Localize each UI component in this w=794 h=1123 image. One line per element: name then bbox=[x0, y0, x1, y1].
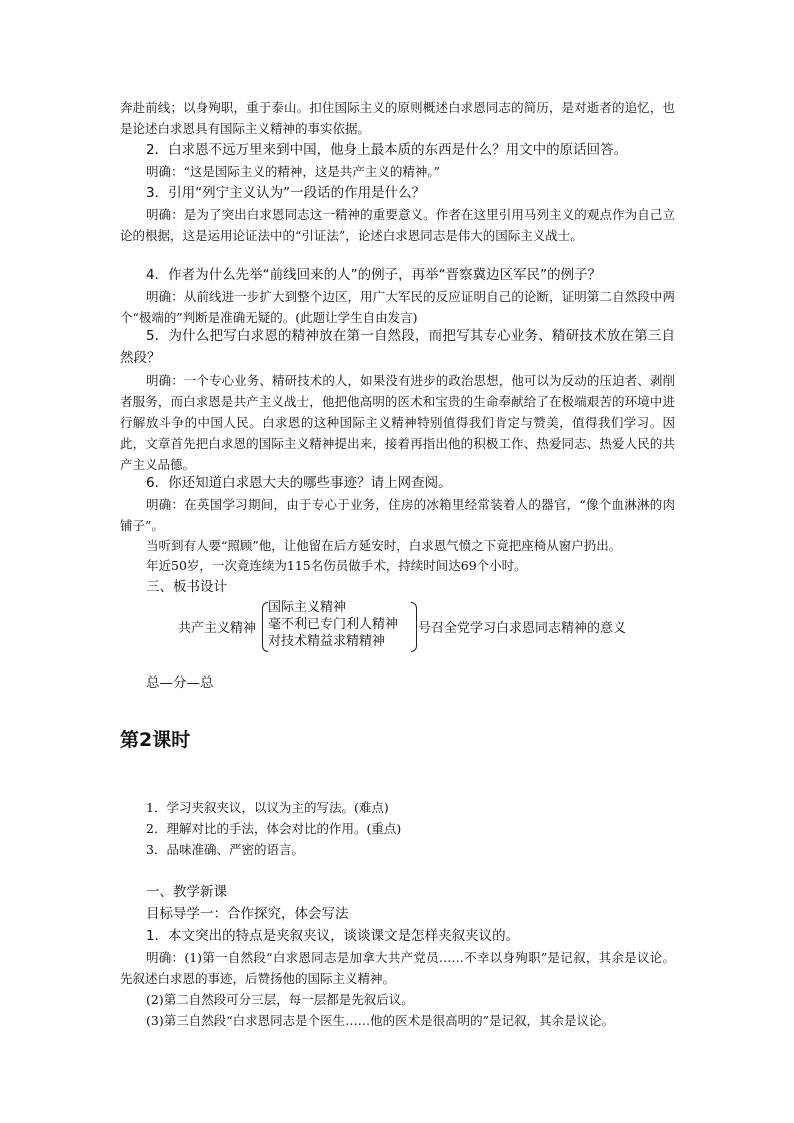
answer-2: 明确：“这是国际主义的精神，这是共产主义的精神。” bbox=[146, 164, 441, 179]
lesson-title: 第2课时 bbox=[120, 729, 191, 751]
board-item: 对技术精益求精精神 bbox=[268, 634, 386, 649]
board-right-label: 号召全党学习白求恩同志精神的意义 bbox=[418, 621, 627, 636]
board-heading: 三、板书设计 bbox=[146, 579, 227, 595]
board-left-label: 共产主义精神 bbox=[178, 621, 257, 636]
question-5: 5．为什么把写白求恩的精神放在第一自然段，而把写其专心业务、精研技术放在第三自然段？ bbox=[120, 328, 675, 366]
answer-5: 明确：一个专心业务、精研技术的人，如果没有进步的政治思想，他可以为反动的压迫者、剥削者服务，而白求恩是共产主义战士，他把他高明的医术和宝贵的生命奉献给了在极端艰苦的环境中进行解放斗争的中国人民。白求恩的这种国际主义精神特别值得我们肯定与赞美，值得我们学习。因此，文章首先把白求恩的国际主义精神提出来，接着再指出他的积极工作、热爱同志、热爱人民的共产主义品德。 bbox=[120, 373, 675, 472]
section-heading: 一、教学新课 bbox=[146, 884, 227, 900]
board-items bbox=[268, 599, 398, 650]
answer-3: 明确：是为了突出白求恩同志这一精神的重要意义。作者在这里引用马列主义的观点作为自己立论的根据，这是运用论证法中的“引证法”，论述白求恩同志是伟大的国际主义战士。 bbox=[120, 207, 675, 243]
question-1: 1．本文突出的特点是夹叙夹议，谈谈课文是怎样夹叙夹议的。 bbox=[146, 928, 520, 944]
goal-item: 1．学习夹叙夹议，以议为主的写法。(难点) bbox=[146, 800, 389, 815]
answer-1-b: (2)第二自然段可分三层，每一层都是先叙后议。 bbox=[146, 992, 414, 1007]
answer-6-b: 当听到有人要“照顾”他，让他留在后方延安时，白求恩气愤之下竟把座椅从窗户扔出。 bbox=[146, 538, 622, 553]
board-summary: 总—分—总 bbox=[146, 675, 214, 691]
board-item: 国际主义精神 bbox=[268, 600, 347, 615]
answer-1: 明确：(1)第一自然段“白求恩同志是加拿大共产党员……不幸以身殉职”是记叙，其余是议论。先叙述白求恩的事迹，后赞扬他的国际主义精神。 bbox=[120, 950, 675, 986]
board-item: 毫不利已专门利人精神 bbox=[268, 617, 399, 632]
question-2: 2．白求恩不远万里来到中国，他身上最本质的东西是什么？用文中的原话回答。 bbox=[146, 142, 628, 158]
goal-item: 2．理解对比的手法，体会对比的作用。(重点) bbox=[146, 821, 402, 836]
target-heading: 目标导学一：合作探究，体会写法 bbox=[146, 906, 349, 922]
answer-1-c: (3)第三自然段“白求恩同志是个医生……他的医术是很高明的”是记叙，其余是议论。 bbox=[146, 1013, 614, 1028]
question-6: 6．你还知道白求恩大夫的哪些事迹？请上网查阅。 bbox=[146, 475, 452, 491]
answer-6: 明确：在英国学习期间，由于专心于业务，住房的冰箱里经常装着人的器官，“像个血淋淋的肉铺子”。 bbox=[120, 497, 675, 533]
answer-6-c: 年近50岁，一次竟连续为115名伤员做手术，持续时间达69个小时。 bbox=[146, 558, 527, 573]
goal-item: 3．品味准确、严密的语言。 bbox=[146, 842, 304, 857]
right-brace bbox=[411, 602, 417, 652]
board-design-diagram bbox=[178, 597, 658, 657]
question-4: 4．作者为什么先举“前线回来的人”的例子，再举“晋察冀边区军民”的例子？ bbox=[146, 267, 602, 283]
paragraph-continuation: 奔赴前线；以身殉职，重于泰山。扣住国际主义的原则概述白求恩同志的简历，是对逝者的追忆，也是论述白求恩具有国际主义精神的事实依据。 bbox=[120, 100, 675, 136]
answer-4: 明确：从前线进一步扩大到整个边区，用广大军民的反应证明自己的论断，证明第二自然段中两个“极端的”判断是准确无疑的。(此题让学生自由发言) bbox=[120, 289, 675, 325]
question-3: 3．引用“列宁主义认为”一段话的作用是什么？ bbox=[146, 185, 426, 201]
